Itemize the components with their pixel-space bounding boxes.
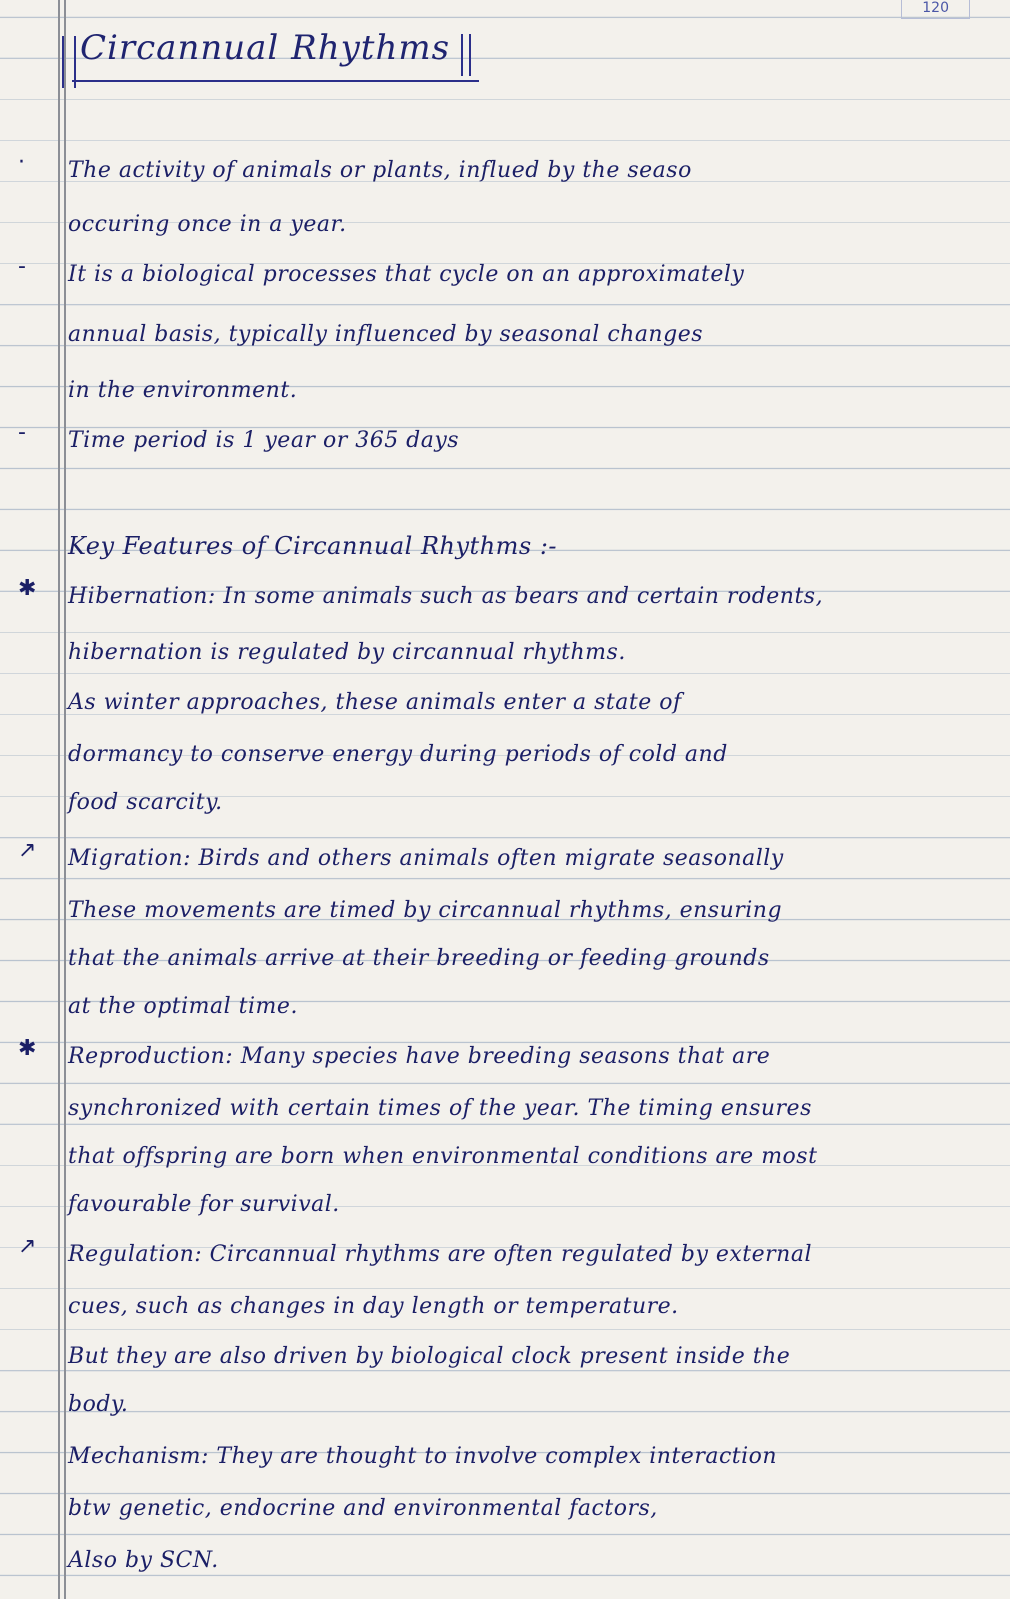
feature-line: hibernation is regulated by circannual rhythms. xyxy=(68,640,626,665)
intro-line: The activity of animals or plants, influed by the seaso xyxy=(68,158,692,183)
title-double-bar xyxy=(461,34,471,76)
feature-line: dormancy to conserve energy during periods of cold and xyxy=(68,742,728,767)
mechanism-line: Also by SCN. xyxy=(68,1548,219,1573)
feature-line: But they are also driven by biological clock present inside the xyxy=(68,1344,791,1369)
intro-line: It is a biological processes that cycle on an approximately xyxy=(68,262,745,287)
feature-line: cues, such as changes in day length or temperature. xyxy=(68,1294,679,1319)
margin-line xyxy=(64,0,66,1599)
title-box xyxy=(72,28,479,82)
intro-line: annual basis, typically influenced by seasonal changes xyxy=(68,322,703,347)
arrow-bullet: ↗ xyxy=(18,838,37,863)
feature-line: As winter approaches, these animals enter a state of xyxy=(68,690,682,715)
feature-line: body. xyxy=(68,1392,129,1417)
bullet: · xyxy=(18,150,25,175)
star-bullet: ✱ xyxy=(18,1036,37,1061)
intro-line: Time period is 1 year or 365 days xyxy=(68,428,460,453)
mechanism-line: btw genetic, endocrine and environmental factors, xyxy=(68,1496,658,1521)
feature-line: Reproduction: Many species have breeding seasons that are xyxy=(68,1044,771,1069)
margin-line xyxy=(58,0,60,1599)
feature-line: Migration: Birds and others animals often migrate seasonally xyxy=(68,846,784,871)
feature-line: These movements are timed by circannual rhythms, ensuring xyxy=(68,898,783,923)
bullet: - xyxy=(18,420,26,445)
page-number: 120 xyxy=(901,0,970,19)
feature-line: favourable for survival. xyxy=(68,1192,340,1217)
page-title: Circannual Rhythms xyxy=(80,28,451,68)
feature-line: at the optimal time. xyxy=(68,994,298,1019)
feature-line: Hibernation: In some animals such as bears and certain rodents, xyxy=(68,584,824,609)
intro-line: in the environment. xyxy=(68,378,298,403)
section-heading: Key Features of Circannual Rhythms :- xyxy=(68,532,558,560)
arrow-bullet: ↗ xyxy=(18,1234,37,1259)
star-bullet: ✱ xyxy=(18,576,37,601)
intro-line: occuring once in a year. xyxy=(68,212,347,237)
feature-line: synchronized with certain times of the year. The timing ensures xyxy=(68,1096,812,1121)
mechanism-line: Mechanism: They are thought to involve complex interaction xyxy=(68,1444,778,1469)
feature-line: that offspring are born when environmental conditions are most xyxy=(68,1144,818,1169)
bullet: - xyxy=(18,254,26,279)
feature-line: food scarcity. xyxy=(68,790,223,815)
feature-line: that the animals arrive at their breeding or feeding grounds xyxy=(68,946,770,971)
feature-line: Regulation: Circannual rhythms are often regulated by external xyxy=(68,1242,812,1267)
